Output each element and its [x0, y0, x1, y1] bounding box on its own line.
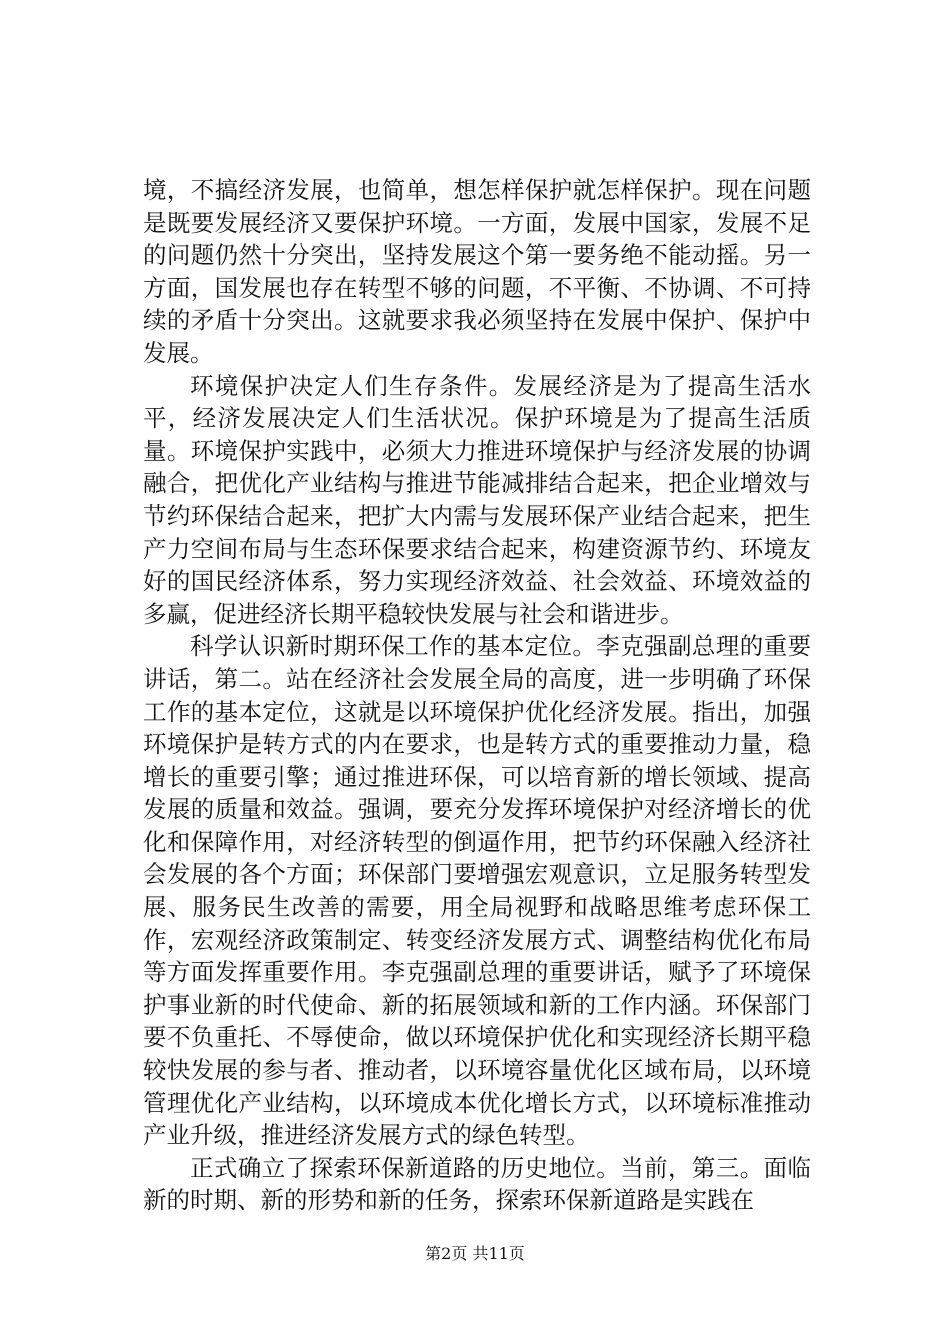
paragraph-3: 科学认识新时期环保工作的基本定位。李克强副总理的重要讲话，第二。站在经济社会发展全局的高度，进一步明确了环保工作的基本定位，这就是以环境保护优化经济发展。指出，加强环境保护是转方式的内在要求，也是转方式的重要推动力量，稳增长的重要引擎；通过推进环保，可以培育新的增长领域、提高发展的质量和效益。强调，要充分发挥环境保护对经济增长的优化和保障作用，对经济转型的倒逼作用，把节约环保融入经济社会发展的各个方面；环保部门要增强宏观意识，立足服务转型发展、服务民生改善的需要，用全局视野和战略思维考虑环保工作，宏观经济政策制定、转变经济发展方式、调整结构优化布局等方面发挥重要作用。李克强副总理的重要讲话，赋予了环境保护事业新的时代使命、新的拓展领域和新的工作内涵。环保部门要不负重托、不辱使命，做以环境保护优化和实现经济长期平稳较快发展的参与者、推动者，以环境容量优化区域布局，以环境管理优化产业结构，以环境成本优化增长方式，以环境标准推动产业升级，推进经济发展方式的绿色转型。: [143, 632, 811, 1150]
paragraph-2: 环境保护决定人们生存条件。发展经济是为了提高生活水平，经济发展决定人们生活状况。保护环境是为了提高生活质量。环境保护实践中，必须大力推进环境保护与经济发展的协调融合，把优化产业结构与推进节能减排结合起来，把企业增效与节约环保结合起来，把扩大内需与发展环保产业结合起来，把生产力空间布局与生态环保要求结合起来，构建资源节约、环境友好的国民经济体系，努力实现经济效益、社会效益、环境效益的多赢，促进经济长期平稳较快发展与社会和谐进步。: [143, 371, 811, 628]
paragraph-4: 正式确立了探索环保新道路的历史地位。当前，第三。面临新的时期、新的形势和新的任务，探索环保新道路是实践在: [143, 1153, 811, 1215]
document-body: [143, 174, 811, 1217]
page-number-footer: 第2页 共11页: [425, 1244, 525, 1263]
paragraph-1: 境，不搞经济发展，也简单，想怎样保护就怎样保护。现在问题是既要发展经济又要保护环境。一方面，发展中国家，发展不足的问题仍然十分突出，坚持发展这个第一要务绝不能动摇。另一方面，国发展也存在转型不够的问题，不平衡、不协调、不可持续的矛盾十分突出。这就要求我必须坚持在发展中保护、保护中发展。: [143, 176, 811, 367]
